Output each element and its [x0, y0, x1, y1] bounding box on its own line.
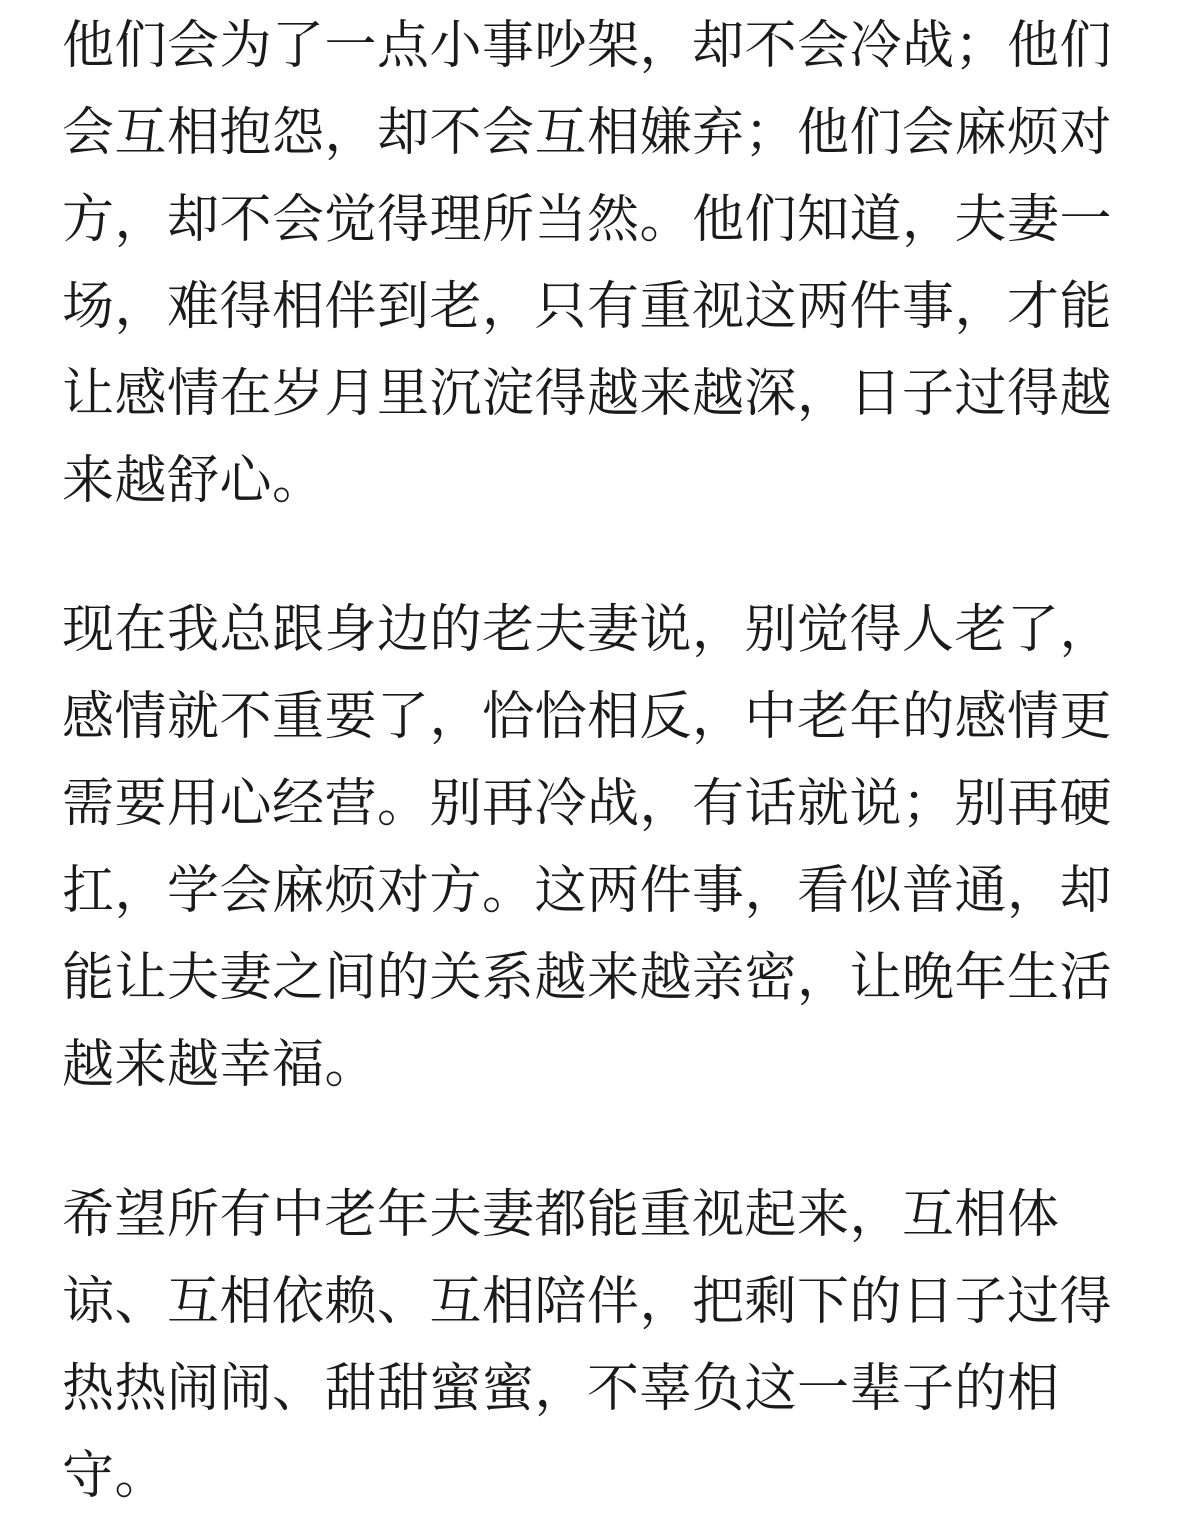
text-line: 方，却不会觉得理所当然。他们知道，夫妻一	[62, 190, 1113, 250]
text-line: 谅、互相依赖、互相陪伴，把剩下的日子过得	[62, 1272, 1113, 1332]
text-line: 扛，学会麻烦对方。这两件事，看似普通，却	[62, 861, 1113, 921]
paragraph-1	[62, 3, 1122, 525]
text-line: 来越舒心。	[62, 451, 325, 511]
text-line: 他们会为了一点小事吵架，却不会冷战；他们	[62, 16, 1113, 76]
paragraph-3	[62, 1172, 1122, 1520]
text-line: 越来越幸福。	[62, 1035, 378, 1095]
text-line: 现在我总跟身边的老夫妻说，别觉得人老了，	[62, 600, 1113, 660]
text-line: 热热闹闹、甜甜蜜蜜，不辜负这一辈子的相	[62, 1359, 1060, 1419]
text-line: 守。	[62, 1446, 168, 1506]
text-line: 让感情在岁月里沉淀得越来越深，日子过得越	[62, 364, 1113, 424]
text-line: 希望所有中老年夫妻都能重视起来，互相体	[62, 1185, 1060, 1245]
text-line: 能让夫妻之间的关系越来越亲密，让晚年生活	[62, 948, 1113, 1008]
text-line: 感情就不重要了，恰恰相反，中老年的感情更	[62, 687, 1113, 747]
text-line: 会互相抱怨，却不会互相嫌弃；他们会麻烦对	[62, 103, 1113, 163]
paragraph-2	[62, 587, 1122, 1109]
text-line: 场，难得相伴到老，只有重视这两件事，才能	[62, 277, 1113, 337]
text-line: 需要用心经营。别再冷战，有话就说；别再硬	[62, 774, 1113, 834]
